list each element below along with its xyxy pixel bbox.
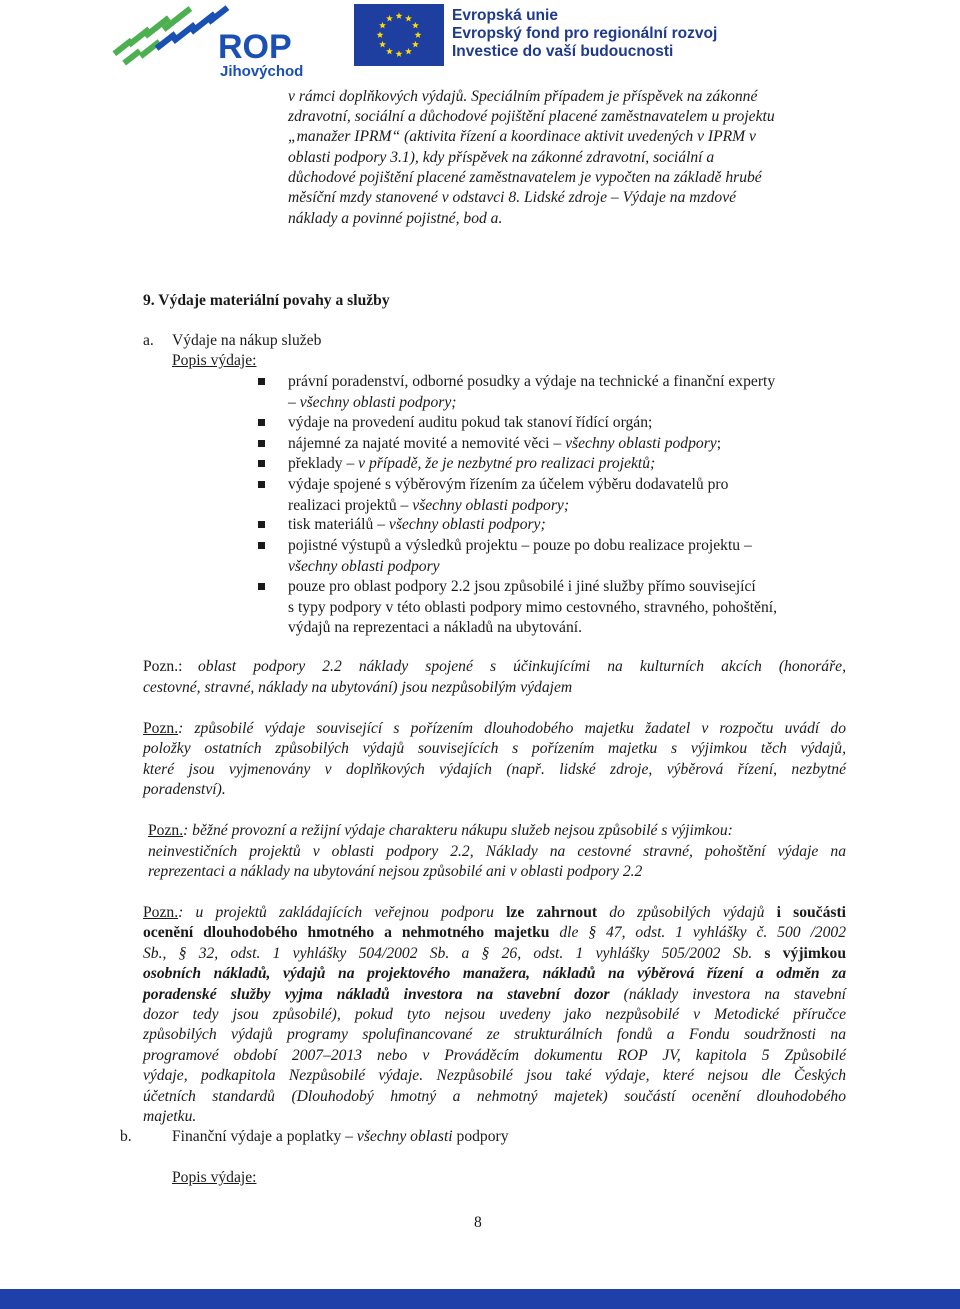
bullet-item-text: právní poradenství, odborné posudky a výdaje na technické a finanční experty	[288, 373, 776, 390]
note-3-line	[148, 821, 733, 841]
note-text: dle § 47, odst. 1 vyhlášky č. 500 /2002	[549, 924, 846, 941]
intro-line: zdravotní, sociální a důchodové pojištění placené zaměstnavatelem u projektu	[288, 108, 775, 125]
note-text: (náklady investora na stavební	[609, 986, 846, 1003]
note-4-line: majetku.	[143, 1108, 197, 1125]
bullet-item-text: v případě, že je nezbytné pro realizaci projektů;	[358, 455, 656, 472]
section-heading: 9. Výdaje materiální povahy a služby	[143, 292, 390, 309]
bullet-item-text: všechny oblasti podpory;	[412, 496, 570, 514]
note-bold: i součásti	[776, 904, 846, 921]
note-label: Pozn.	[143, 720, 179, 737]
bullet-item-line	[288, 372, 775, 392]
bullet-item-line	[288, 413, 652, 433]
bullet-item-line	[288, 598, 777, 618]
item-b-title-text: Finanční výdaje a poplatky –	[172, 1128, 357, 1145]
note-4-line: výdaje, podkapitola Nezpůsobilé výdaje. Nezpůsobilé jsou také výdaje, které nejsou dle Českých	[143, 1067, 846, 1084]
intro-line: náklady a povinné pojistné, bod a.	[288, 210, 503, 227]
bullet-item-text: – všechny oblasti podpory;	[288, 393, 457, 411]
note-3-line: reprezentaci a náklady na ubytování nejsou způsobilé ani v oblasti podpory 2.2	[148, 863, 643, 880]
note-text: : běžné provozní a režijní výdaje charakteru nákupu služeb nejsou způsobilé s výjimkou:	[183, 822, 733, 839]
intro-line: oblasti podpory 3.1), kdy příspěvek na zákonné zdravotní, sociální a	[288, 149, 715, 166]
eu-flag-icon	[354, 4, 444, 66]
intro-line: měsíční mzdy stanovené v odstavci 8. Lidské zdroje – Výdaje na mzdové	[288, 189, 737, 206]
page-number: 8	[474, 1214, 482, 1231]
bullet-item-line	[288, 557, 440, 577]
rop-logo-region: Jihovýchod	[220, 63, 304, 80]
item-b-title-text: podpory	[452, 1128, 509, 1145]
bullet-marker-icon	[258, 542, 265, 549]
rop-logo	[108, 4, 318, 84]
note-bold: poradenské služby vyjma nákladů investora na stavební dozor	[143, 986, 610, 1003]
bullet-marker-icon	[258, 378, 265, 385]
popis-vydaje-label: Popis výdaje:	[172, 1169, 257, 1186]
rop-logo-name: ROP	[218, 28, 292, 66]
bullet-item-text: výdaje na provedení auditu pokud tak stanoví řídící orgán;	[288, 414, 653, 431]
note-4-line: způsobilých výdajů programy spolufinancované ze strukturálních fondů a Fondu soudržnosti na	[143, 1026, 846, 1043]
note-2-line: které jsou vyjmenovány v doplňkových výdajích (např. lidské zdroje, výběrová řízení, nezbytné	[143, 761, 846, 778]
note-label: Pozn.	[148, 822, 184, 839]
bullet-item-line	[288, 496, 569, 516]
note-4-line	[143, 944, 846, 964]
bullet-item-text: tisk materiálů –	[288, 516, 389, 533]
note-4-line	[143, 903, 846, 923]
item-b-label: b.	[120, 1128, 132, 1145]
note-1-line	[143, 657, 182, 677]
note-4-line: dozor tedy jsou způsobilé), pokud tyto nejsou uvedeny jako nezpůsobilé v Metodické příručce	[143, 1006, 846, 1023]
popis-vydaje-label: Popis výdaje:	[172, 352, 257, 369]
item-b-title	[172, 1127, 509, 1147]
eu-logo-line3: Investice do vaší budoucnosti	[452, 43, 674, 60]
item-a-title: Výdaje na nákup služeb	[172, 332, 322, 349]
bullet-item-text: překlady –	[288, 455, 359, 472]
note-2-line: položky ostatních způsobilých výdajů souvisejících s pořízením majetku s výjimkou těch výdajů,	[143, 740, 846, 757]
bullet-marker-icon	[258, 481, 265, 488]
note-2-line	[143, 719, 846, 739]
bullet-item-text: pouze pro oblast podpory 2.2 jsou způsobilé i jiné služby přímo související	[288, 578, 756, 595]
bullet-marker-icon	[258, 440, 265, 447]
bullet-item-text: všechny oblasti podpory	[565, 435, 717, 452]
bullet-item-line	[288, 577, 756, 597]
note-1-line: oblast podpory 2.2 náklady spojené s účinkujícími na kulturních akcích (honoráře,	[198, 658, 846, 675]
bullet-item-line	[288, 393, 456, 413]
eu-logo-line1: Evropská unie	[452, 7, 558, 24]
item-a-label: a.	[143, 332, 154, 349]
intro-line: důchodové pojištění placené zaměstnavatelem je vypočten na základě hrubé	[288, 169, 762, 186]
bullet-item-text: ;	[716, 435, 722, 452]
note-label: Pozn.:	[143, 658, 183, 675]
note-bold: s výjimkou	[764, 945, 846, 962]
note-text: : způsobilé výdaje související s pořízením dlouhodobého majetku žadatel v rozpočtu uvádí do	[178, 720, 846, 737]
bullet-item-text: s typy podpory v této oblasti podpory mimo cestovného, stravného, pohoštění,	[288, 598, 777, 616]
bullet-item-text: realizaci projektů –	[288, 496, 413, 514]
bullet-item-line	[288, 434, 721, 454]
bullet-marker-icon	[258, 460, 265, 467]
bullet-item-line	[288, 618, 582, 638]
bullet-item-text: výdajů na reprezentaci a nákladů na ubytování.	[288, 619, 582, 636]
note-label: Pozn.	[143, 904, 179, 921]
note-bold: ocenění dlouhodobého hmotného a nehmotného majetku	[143, 924, 550, 941]
eu-logo-line2: Evropský fond pro regionální rozvoj	[452, 25, 718, 42]
note-1-line: cestovné, stravné, náklady na ubytování) jsou nezpůsobilým výdajem	[143, 679, 573, 696]
bullet-item-line	[288, 515, 546, 535]
bullet-item-text: všechny oblasti podpory;	[388, 516, 546, 533]
note-text: : u projektů zakládajících veřejnou podporu	[178, 904, 507, 921]
note-4-line: účetních standardů (Dlouhodobý hmotný a nehmotný majetek) součástí ocenění dlouhodobého	[143, 1088, 846, 1105]
bullet-item-line	[288, 454, 655, 474]
note-4-line: osobních nákladů, výdajů na projektového manažera, nákladů na výběrová řízení a odměn za	[143, 965, 846, 982]
bullet-marker-icon	[258, 583, 265, 590]
intro-line: „manažer IPRM“ (aktivita řízení a koordinace aktivit uvedených v IPRM v	[288, 128, 756, 145]
bullet-marker-icon	[258, 521, 265, 528]
note-text: Sb., § 32, odst. 1 vyhlášky 504/2002 Sb. a § 26, odst. 1 vyhlášky 505/2002 Sb.	[143, 945, 765, 962]
eu-logo-text	[452, 7, 717, 61]
bullet-item-text: pojistné výstupů a výsledků projektu – pouze po dobu realizace projektu –	[288, 537, 752, 554]
bullet-marker-icon	[258, 419, 265, 426]
bullet-item-text: nájemné za najaté movité a nemovité věci –	[288, 435, 566, 452]
intro-line: v rámci doplňkových výdajů. Speciálním případem je příspěvek na zákonné	[288, 88, 758, 105]
note-4-line: programové období 2007–2013 nebo v Prováděcím dokumentu ROP JV, kapitola 5 Způsobilé	[143, 1047, 846, 1064]
eu-logo	[354, 4, 718, 66]
note-text: do způsobilých výdajů	[597, 904, 777, 921]
bullet-item-line	[288, 475, 728, 495]
bullet-item-text: výdaje spojené s výběrovým řízením za účelem výběru dodavatelů pro	[288, 476, 729, 493]
item-b-title-italic: všechny oblasti	[356, 1128, 453, 1145]
note-4-line	[143, 985, 846, 1005]
bullet-item-line	[288, 536, 752, 556]
note-bold: lze zahrnout	[506, 904, 598, 921]
bullet-item-text: všechny oblasti podpory	[288, 557, 440, 575]
footer-bar	[0, 1289, 960, 1309]
note-3-line: neinvestičních projektů v oblasti podpory 2.2, Náklady na cestovné stravné, pohoštění výdaje na	[148, 843, 846, 860]
note-2-line: poradenství).	[143, 781, 226, 798]
note-4-line	[143, 923, 846, 943]
